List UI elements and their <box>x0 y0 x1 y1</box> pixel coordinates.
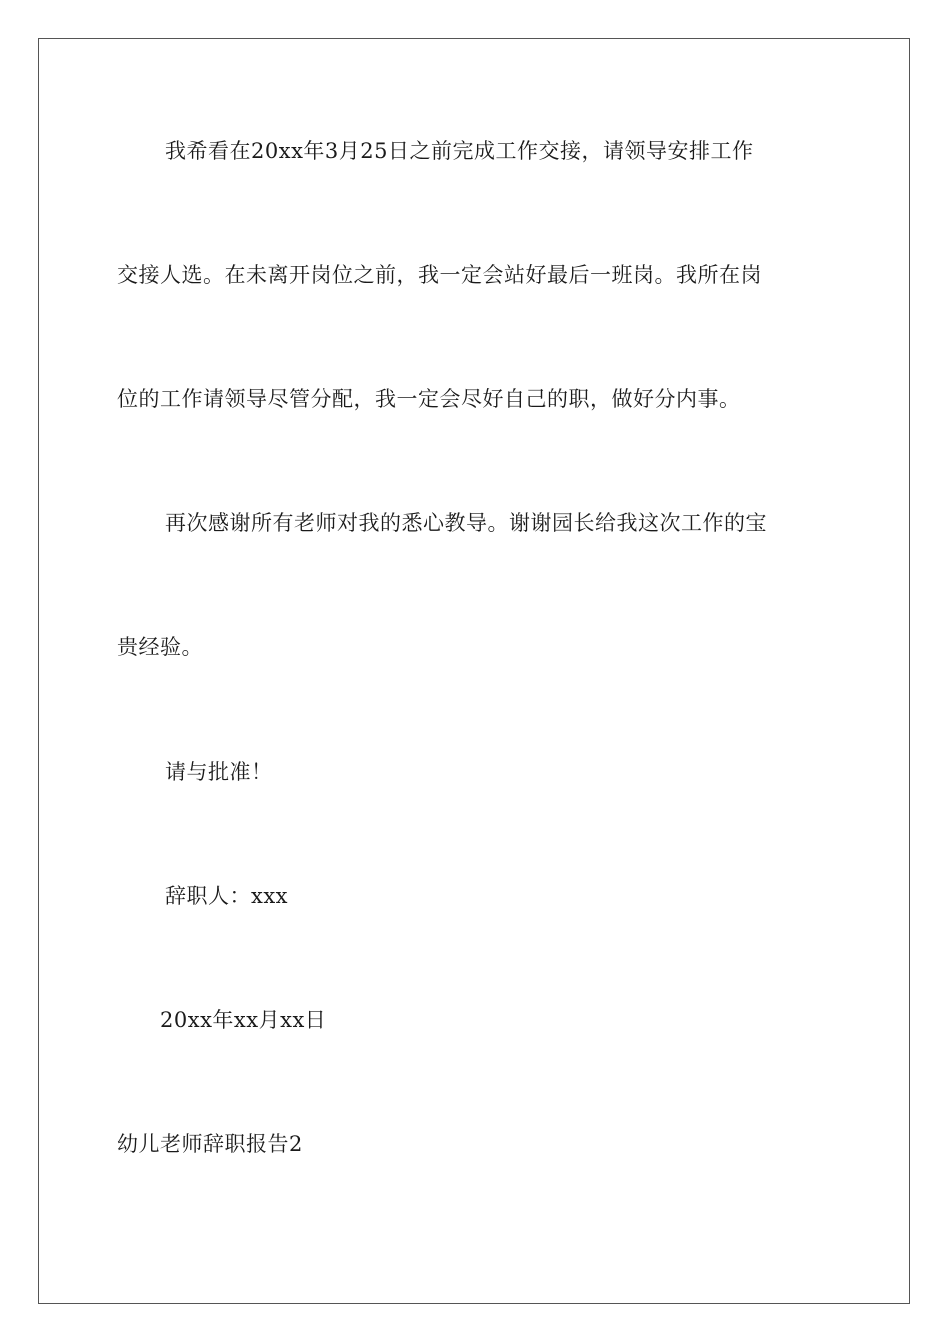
page-border <box>38 38 910 1304</box>
paragraph1-line1: 我希看在20xx年3月25日之前完成工作交接，请领导安排工作 <box>165 139 754 163</box>
date-line: 20xx年xx月xx日 <box>160 1008 327 1032</box>
paragraph1-line2: 交接人选。在未离开岗位之前，我一定会站好最后一班岗。我所在岗 <box>117 263 762 287</box>
closing-line: 请与批准！ <box>165 760 273 784</box>
signature-line: 辞职人：xxx <box>165 884 289 908</box>
paragraph2-line1: 再次感谢所有老师对我的悉心教导。谢谢园长给我这次工作的宝 <box>165 511 767 535</box>
section-heading: 幼儿老师辞职报告2 <box>117 1132 303 1156</box>
paragraph1-line3: 位的工作请领导尽管分配，我一定会尽好自己的职，做好分内事。 <box>117 387 741 411</box>
paragraph2-line2: 贵经验。 <box>117 635 203 659</box>
